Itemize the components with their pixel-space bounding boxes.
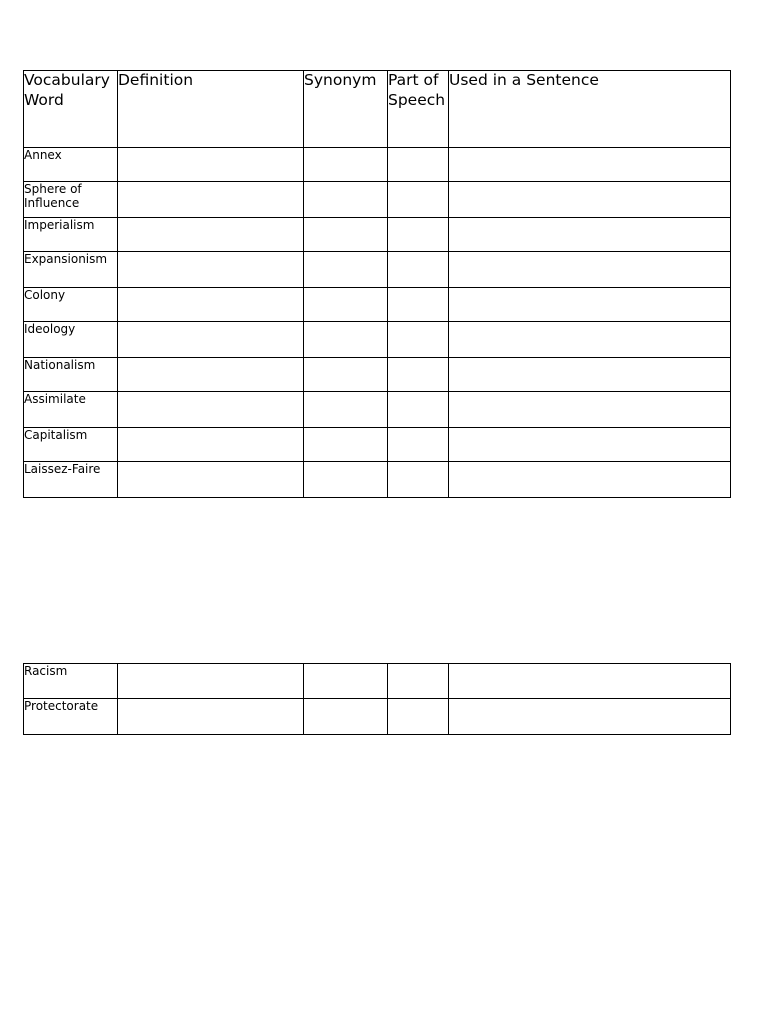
header-part-of-speech: Part of Speech <box>388 71 449 148</box>
definition-cell[interactable] <box>118 358 304 392</box>
part-of-speech-cell[interactable] <box>388 392 449 428</box>
synonym-cell[interactable] <box>304 664 388 699</box>
sentence-cell[interactable] <box>449 358 731 392</box>
vocabulary-word-cell: Capitalism <box>24 428 118 462</box>
vocabulary-table-continued <box>23 663 731 735</box>
definition-cell[interactable] <box>118 322 304 358</box>
table-row <box>24 462 731 498</box>
vocabulary-word-cell: Expansionism <box>24 252 118 288</box>
part-of-speech-cell[interactable] <box>388 218 449 252</box>
synonym-cell[interactable] <box>304 252 388 288</box>
definition-cell[interactable] <box>118 148 304 182</box>
part-of-speech-cell[interactable] <box>388 288 449 322</box>
table-row <box>24 392 731 428</box>
definition-cell[interactable] <box>118 182 304 218</box>
part-of-speech-cell[interactable] <box>388 699 449 735</box>
definition-cell[interactable] <box>118 218 304 252</box>
definition-cell[interactable] <box>118 664 304 699</box>
sentence-cell[interactable] <box>449 428 731 462</box>
synonym-cell[interactable] <box>304 428 388 462</box>
table-row <box>24 218 731 252</box>
synonym-cell[interactable] <box>304 358 388 392</box>
table-row <box>24 322 731 358</box>
part-of-speech-cell[interactable] <box>388 182 449 218</box>
vocabulary-word-cell: Ideology <box>24 322 118 358</box>
table-row <box>24 252 731 288</box>
table-row <box>24 699 731 735</box>
header-vocabulary-word: Vocabulary Word <box>24 71 118 148</box>
part-of-speech-cell[interactable] <box>388 358 449 392</box>
sentence-cell[interactable] <box>449 392 731 428</box>
definition-cell[interactable] <box>118 462 304 498</box>
vocabulary-word-cell: Colony <box>24 288 118 322</box>
table-row <box>24 148 731 182</box>
definition-cell[interactable] <box>118 252 304 288</box>
table-row <box>24 428 731 462</box>
sentence-cell[interactable] <box>449 252 731 288</box>
vocabulary-word-cell: Racism <box>24 664 118 699</box>
definition-cell[interactable] <box>118 699 304 735</box>
table-row <box>24 288 731 322</box>
part-of-speech-cell[interactable] <box>388 428 449 462</box>
synonym-cell[interactable] <box>304 699 388 735</box>
vocabulary-word-cell: Laissez-Faire <box>24 462 118 498</box>
vocabulary-word-cell: Sphere of Influence <box>24 182 118 218</box>
header-definition: Definition <box>118 71 304 148</box>
vocabulary-table <box>23 70 731 498</box>
definition-cell[interactable] <box>118 428 304 462</box>
synonym-cell[interactable] <box>304 392 388 428</box>
definition-cell[interactable] <box>118 288 304 322</box>
synonym-cell[interactable] <box>304 288 388 322</box>
table-row <box>24 358 731 392</box>
table-row <box>24 664 731 699</box>
vocabulary-word-cell: Annex <box>24 148 118 182</box>
part-of-speech-cell[interactable] <box>388 664 449 699</box>
vocabulary-word-cell: Nationalism <box>24 358 118 392</box>
sentence-cell[interactable] <box>449 218 731 252</box>
synonym-cell[interactable] <box>304 218 388 252</box>
table-header-row <box>24 71 731 148</box>
sentence-cell[interactable] <box>449 664 731 699</box>
part-of-speech-cell[interactable] <box>388 252 449 288</box>
header-used-in-sentence: Used in a Sentence <box>449 71 731 148</box>
sentence-cell[interactable] <box>449 148 731 182</box>
synonym-cell[interactable] <box>304 322 388 358</box>
sentence-cell[interactable] <box>449 182 731 218</box>
part-of-speech-cell[interactable] <box>388 462 449 498</box>
synonym-cell[interactable] <box>304 182 388 218</box>
vocabulary-word-cell: Assimilate <box>24 392 118 428</box>
sentence-cell[interactable] <box>449 288 731 322</box>
definition-cell[interactable] <box>118 392 304 428</box>
sentence-cell[interactable] <box>449 699 731 735</box>
part-of-speech-cell[interactable] <box>388 322 449 358</box>
header-synonym: Synonym <box>304 71 388 148</box>
vocabulary-word-cell: Imperialism <box>24 218 118 252</box>
table-row <box>24 182 731 218</box>
vocabulary-word-cell: Protectorate <box>24 699 118 735</box>
part-of-speech-cell[interactable] <box>388 148 449 182</box>
sentence-cell[interactable] <box>449 322 731 358</box>
synonym-cell[interactable] <box>304 148 388 182</box>
sentence-cell[interactable] <box>449 462 731 498</box>
synonym-cell[interactable] <box>304 462 388 498</box>
